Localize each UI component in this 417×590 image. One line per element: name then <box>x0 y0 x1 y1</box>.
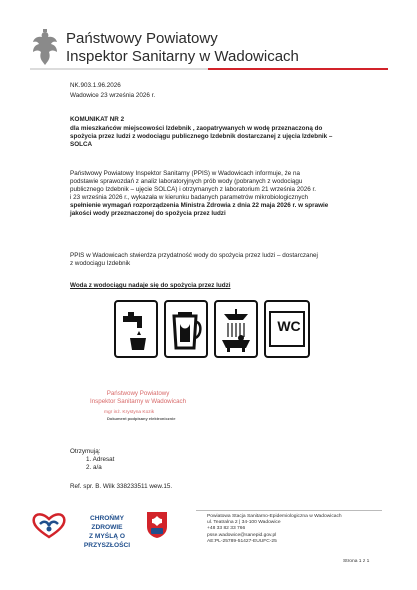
address-line: +48 33 82 33 766 <box>207 526 246 532</box>
paragraph-line: i 23 września 2026 r., wykazała w kierunku badanych parametrów mikrobiologicznych <box>70 194 308 201</box>
institution-line-1: Państwowy Powiatowy <box>66 30 218 47</box>
announcement-paragraph <box>70 170 380 218</box>
address-line: ul. Teatralna 2 | 34-100 Wadowice <box>207 520 281 526</box>
address-line: psse.wadowice@sanepid.gov.pl <box>207 532 277 538</box>
footer-address <box>207 514 342 545</box>
slogan-line: CHROŃMY ZDROWIE <box>89 515 125 531</box>
document-reference: NK.903.1.96.2026 <box>70 82 121 89</box>
list-item: 1. Adresat <box>86 456 115 463</box>
signature-title <box>90 390 186 405</box>
paragraph-line: PPIS w Wadowicach stwierdza przydatność wody do spożycia przez ludzi – dostarczanej <box>70 252 318 259</box>
reference-line: Ref. spr. B. Wilk 338233511 wew.15. <box>70 483 173 490</box>
footer-rule <box>196 510 382 511</box>
komunikat-subject <box>70 125 380 149</box>
paragraph-line: Państwowy Powiatowy Inspektor Sanitarny (PPIS) w Wadowicach informuje, że na <box>70 170 301 177</box>
polish-eagle-icon <box>30 28 60 68</box>
paragraph-line: jakości wody przeznaczonej do spożycia przez ludzi <box>70 210 226 217</box>
recipients-list <box>86 456 114 472</box>
shower-bath-icon <box>215 301 257 357</box>
signatory-name: mgr inż. Krystyna Kozik <box>104 410 155 415</box>
institution-line-2: Inspektor Sanitarny w Wadowicach <box>66 48 299 65</box>
heart-logo-icon <box>30 510 68 540</box>
sanepid-emblem-icon <box>146 511 168 539</box>
conclusion-paragraph <box>70 252 380 268</box>
footer-slogan <box>74 514 140 550</box>
list-item: 2. a/a <box>86 464 102 471</box>
signature-title-line: Państwowy Powiatowy <box>106 390 170 397</box>
komunikat-line: SOLCA <box>70 141 93 148</box>
paragraph-line: spełnienie wymagań rozporządzenia Ministra Zdrowia z dnia 22 maja 2026 r. w sprawie <box>70 202 329 209</box>
page-number: Strona 1 z 1 <box>343 559 370 564</box>
address-line: AE:PL-25789-51427-EUUFC-25 <box>207 538 277 544</box>
signature-title-line: Inspektor Sanitarny w Wadowicach <box>90 397 187 405</box>
paragraph-line: z wodociągu Izdebnik <box>70 260 131 267</box>
address-line: Powiatowa Stacja Sanitarno-Epidemiologiczna w Wadowicach <box>207 514 342 519</box>
header-rule-red <box>208 68 388 70</box>
komunikat-line: dla mieszkańców miejscowości Izdebnik , zaopatrywanych w wodę przeznaczoną do <box>70 125 323 132</box>
komunikat-line: spożycia przez ludzi z wodociągu publicznego Izdebnik dostarczanej z ujęcia Izdebnik – <box>70 133 333 140</box>
recipients-label: Otrzymują: <box>70 448 101 455</box>
paragraph-line: podstawie sprawozdań z analiz laboratoryjnych prób wody (pobranych z wodociągu <box>70 178 303 185</box>
water-verdict: Woda z wodociągu nadaje się do spożycia przez ludzi <box>70 282 231 289</box>
institution-name <box>66 30 299 66</box>
drinking-tap-icon <box>115 301 157 357</box>
kettle-icon <box>165 301 207 357</box>
wc-label: WC <box>277 318 301 334</box>
paragraph-line: publicznego Izdebnik – ujęcie SOLCA) i otrzymanych z laboratorium 21 września 2026 r. <box>70 186 317 193</box>
slogan-line: Z MYŚLĄ O PRZYSZŁOŚCI <box>83 533 131 549</box>
e-signature-note: Dokument podpisany elektronicznie <box>107 416 176 421</box>
komunikat-title: KOMUNIKAT NR 2 <box>70 116 125 123</box>
document-date: Wadowice 23 września 2026 r. <box>70 92 156 99</box>
